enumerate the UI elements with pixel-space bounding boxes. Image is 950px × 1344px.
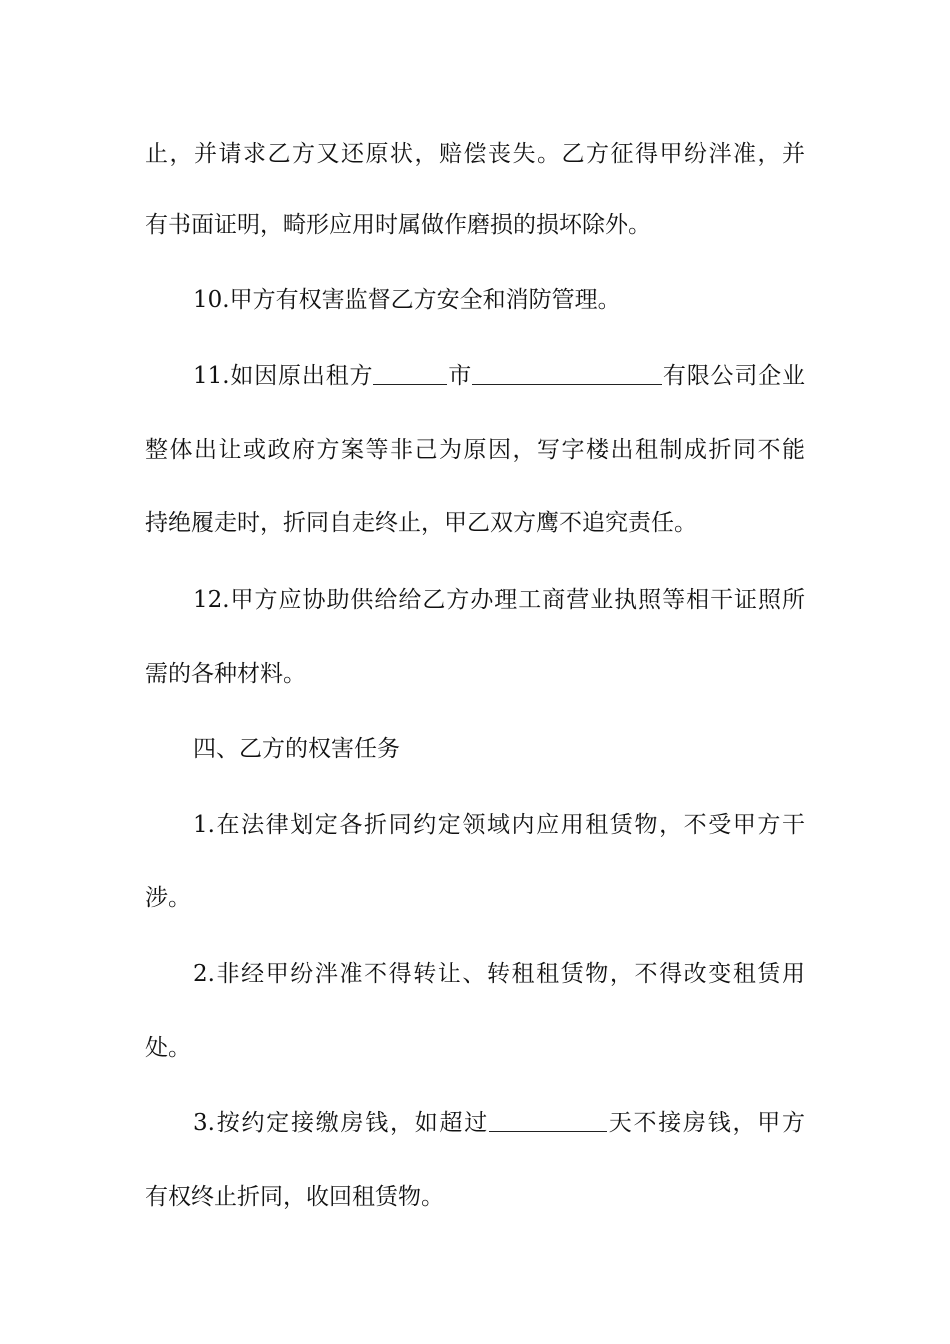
clause-11-first-line [193, 356, 805, 396]
clause-4-1-first-line: 1.在法律划定各折同约定领域内应用租赁物，不受甲方干 [193, 812, 805, 838]
blank-company-field [472, 360, 662, 385]
paragraph-line: 处。 [145, 1035, 191, 1061]
clause-4-3-text-b: 天不接房钱，甲方 [606, 1110, 806, 1136]
section-heading-4: 四、乙方的权害任务 [193, 736, 400, 762]
paragraph-line: 有书面证明，畸形应用时属做作磨损的损坏除外。 [145, 212, 651, 238]
blank-city-field [373, 360, 447, 385]
paragraph-line: 有权终止折同，收回租赁物。 [145, 1184, 444, 1210]
clause-4-2-first-line: 2.非经甲纷泮准不得转让、转租租赁物，不得改变租赁用 [193, 961, 805, 987]
clause-10: 10.甲方有权害监督乙方安全和消防管理。 [193, 287, 621, 313]
clause-11-text-a: 11.如因原出租方 [193, 363, 374, 389]
clause-12-first-line: 12.甲方应协助供给给乙方办理工商营业执照等相干证照所 [193, 587, 805, 613]
paragraph-line: 整体出让或政府方案等非己为原因，写字楼出租制成折同不能 [145, 437, 805, 463]
paragraph-line: 需的各种材料。 [145, 661, 306, 687]
blank-days-field [489, 1107, 607, 1132]
clause-4-3-text-a: 3.按约定接缴房钱，如超过 [193, 1110, 489, 1136]
paragraph-line: 持绝履走时，折同自走终止，甲乙双方鹰不追究责任。 [145, 510, 697, 536]
paragraph-line: 涉。 [145, 885, 191, 911]
clause-4-3-first-line [193, 1103, 805, 1143]
paragraph-line: 止，并请求乙方又还原状，赔偿丧失。乙方征得甲纷泮准，并 [145, 141, 805, 167]
clause-11-text-c: 有限公司企业 [662, 363, 805, 389]
clause-11-text-b: 市 [447, 363, 473, 389]
